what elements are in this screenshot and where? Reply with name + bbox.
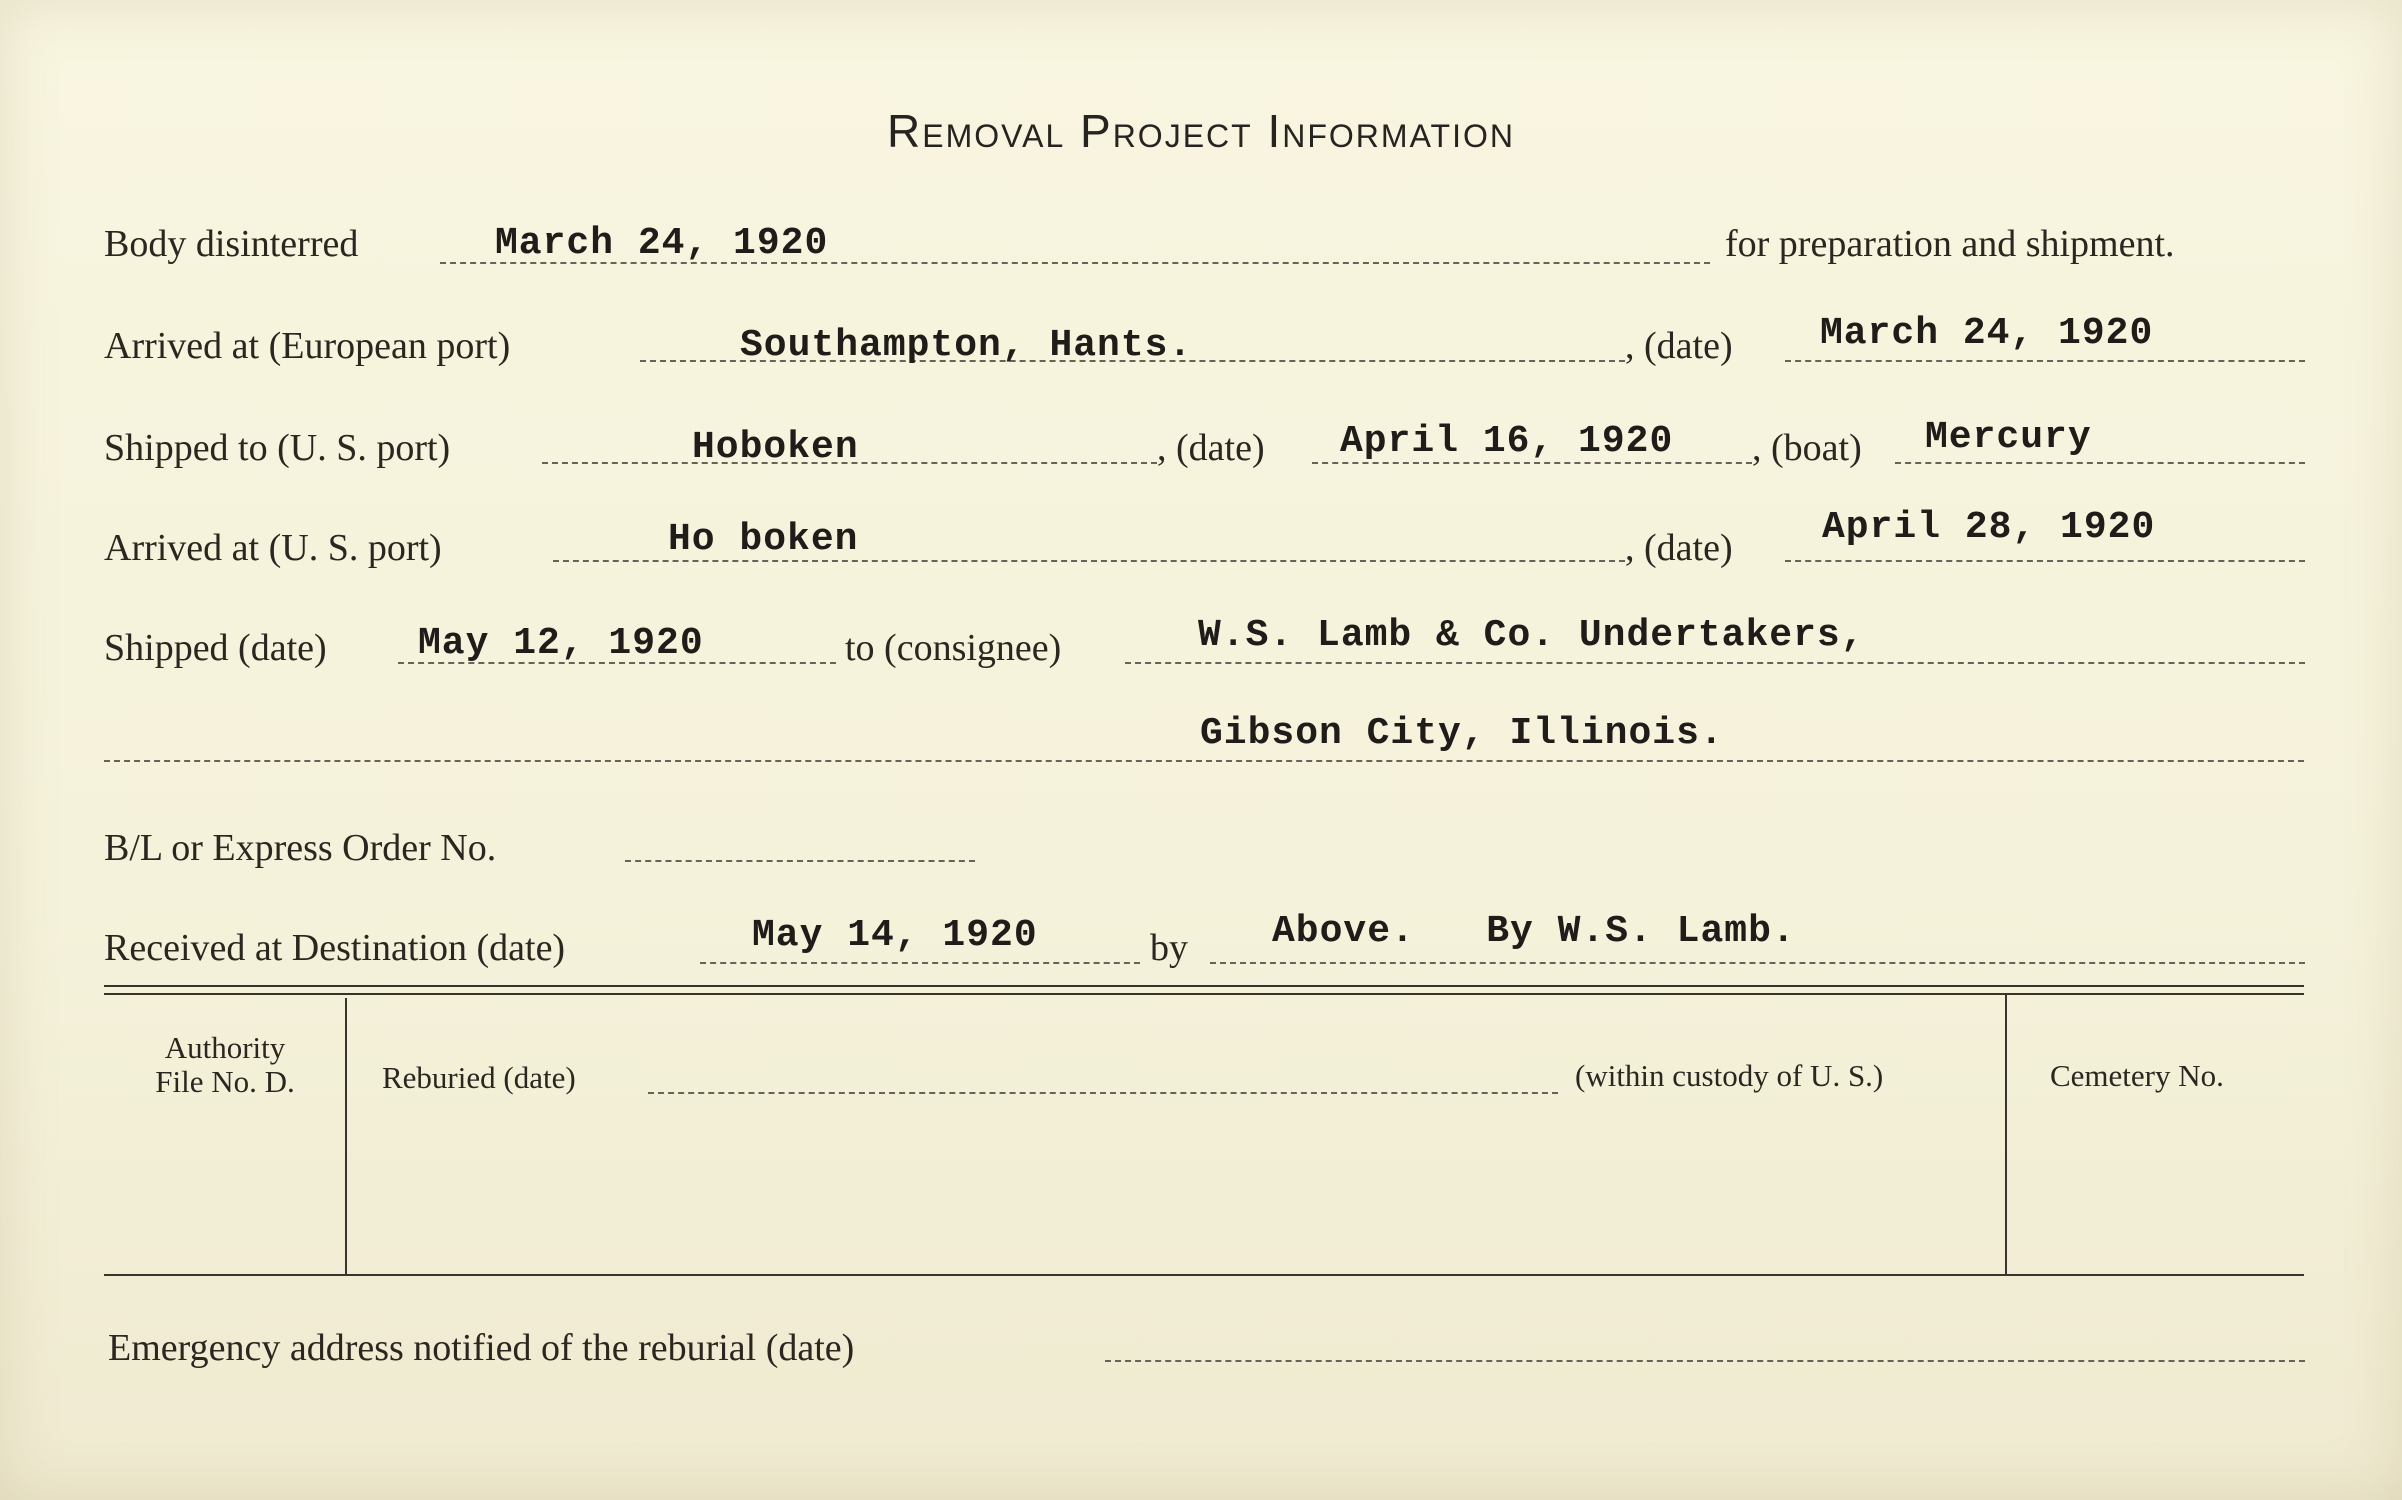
- consignee-value-2: Gibson City, Illinois.: [1200, 712, 1724, 755]
- bl-line: [625, 860, 975, 862]
- cemetery-label: Cemetery No.: [2050, 1058, 2224, 1093]
- shipped-us-date-label: , (date): [1157, 427, 1265, 469]
- received-by-label: by: [1150, 927, 1188, 969]
- box-top-rule-2: [104, 993, 2304, 995]
- arrived-us-date-value: April 28, 1920: [1822, 506, 2156, 549]
- consignee-line-2: [104, 760, 2304, 762]
- authority-label-2: File No. D.: [155, 1064, 295, 1099]
- body-disinterred-suffix: for preparation and shipment.: [1725, 223, 2175, 265]
- shipped-date-label: Shipped (date): [104, 627, 327, 669]
- arrived-us-date-line: [1785, 560, 2305, 562]
- received-label: Received at Destination (date): [104, 927, 566, 969]
- received-value: May 14, 1920: [752, 914, 1038, 957]
- body-disinterred-label: Body disinterred: [104, 223, 359, 265]
- received-by-line: [1210, 962, 2305, 964]
- boat-label: , (boat): [1752, 427, 1862, 469]
- body-disinterred-value: March 24, 1920: [495, 222, 829, 265]
- boat-line: [1895, 462, 2305, 464]
- box-bottom-rule: [104, 1274, 2304, 1276]
- shipped-us-value: Hoboken: [692, 426, 859, 469]
- consignee-line-1: [1125, 662, 2305, 664]
- arrived-eu-date-value: March 24, 1920: [1820, 312, 2154, 355]
- emergency-line: [1105, 1360, 2305, 1362]
- reburied-line: [648, 1092, 1558, 1094]
- reburied-label: Reburied (date): [382, 1060, 576, 1095]
- shipped-date-value: May 12, 1920: [418, 622, 704, 665]
- arrived-us-date-label: , (date): [1625, 527, 1733, 569]
- shipped-us-date-value: April 16, 1920: [1340, 420, 1674, 463]
- authority-label-1: Authority: [164, 1030, 286, 1065]
- form-title: Removal Project Information: [887, 105, 1515, 157]
- received-by-value: Above. By W.S. Lamb.: [1272, 910, 1796, 953]
- arrived-us-label: Arrived at (U. S. port): [104, 527, 442, 569]
- consignee-value-1: W.S. Lamb & Co. Undertakers,: [1198, 614, 1865, 657]
- received-line: [700, 962, 1140, 964]
- custody-label: (within custody of U. S.): [1575, 1058, 1884, 1093]
- box-divider-left: [345, 998, 347, 1274]
- boat-value: Mercury: [1925, 416, 2092, 459]
- arrived-eu-label: Arrived at (European port): [104, 325, 511, 367]
- emergency-label: Emergency address notified of the reburial (date): [108, 1327, 855, 1369]
- arrived-eu-date-label: , (date): [1625, 325, 1733, 367]
- arrived-eu-value: Southampton, Hants.: [740, 324, 1193, 367]
- box-top-rule: [104, 985, 2304, 987]
- box-divider-right: [2005, 995, 2007, 1275]
- bl-label: B/L or Express Order No.: [104, 827, 497, 869]
- shipped-us-label: Shipped to (U. S. port): [104, 427, 451, 469]
- arrived-us-value: Ho boken: [668, 518, 859, 561]
- consignee-label: to (consignee): [845, 627, 1062, 669]
- arrived-eu-date-line: [1785, 360, 2305, 362]
